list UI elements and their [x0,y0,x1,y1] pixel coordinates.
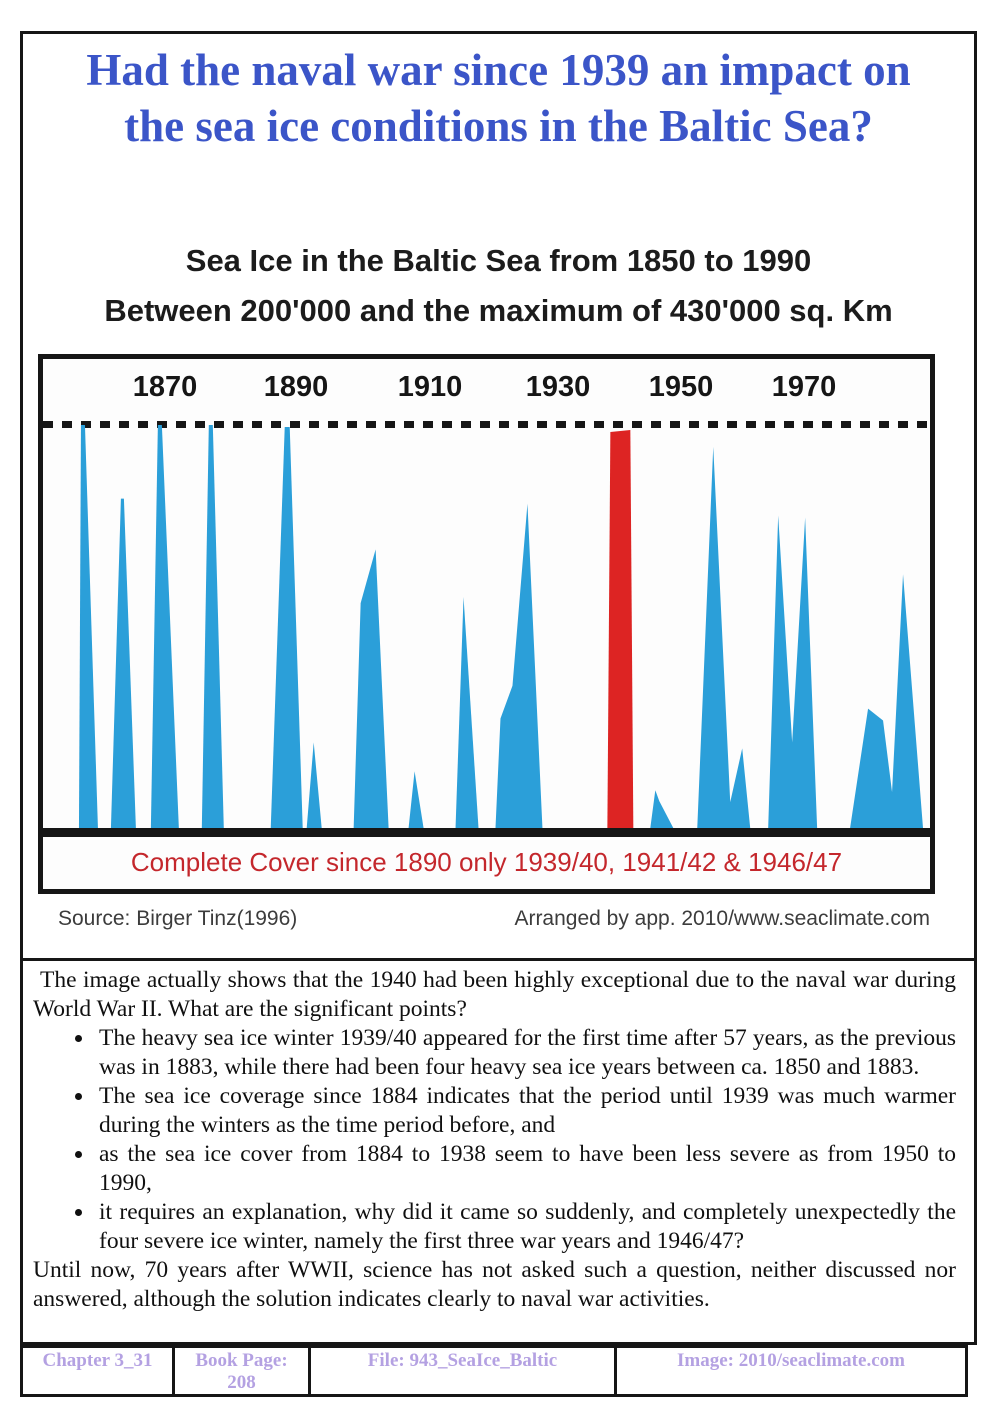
bullet-item-4: • it requires an explanation, why did it came so suddenly, and completely unexpectedly the four severe ice winter, namely the first three war years and 1946/47? [95,1198,956,1256]
x-axis-label-1930: 1930 [525,371,591,403]
ice-peak-1946_47 [650,790,673,828]
chart-source: Source: Birger Tinz(1996) [58,907,298,930]
bullet-item-3: • as the sea ice cover from 1884 to 1938 seem to have been less severe as from 1950 to 1990, [95,1140,956,1198]
footer-cell-2: Book Page: 208 [174,1347,310,1396]
intro-paragraph: The image actually shows that the 1940 had been highly exceptional due to the naval war during World War II. What are the significant points? [33,967,956,1022]
chart-arranged-by: Arranged by app. 2010/www.seaclimate.com [514,907,930,930]
ice-peak-1966-1970 [768,516,817,828]
page-title: Had the naval war since 1939 an impact on the sea ice conditions in the Baltic Sea? [20,31,977,213]
chart-caption: Complete Cover since 1890 only 1939/40, 1941/42 & 1946/47 [130,847,843,877]
footer-cell-1: Chapter 3_31 [22,1347,174,1396]
ice-peak-1909 [409,771,424,828]
x-axis-label-1950: 1950 [648,371,714,403]
x-axis-label-1910: 1910 [397,371,463,403]
ice-peaks-svg [43,425,930,828]
ice-peak-1856 [79,425,98,828]
ice-peak-1956-1960 [697,447,750,828]
commentary-section [20,961,977,1345]
chart-title [23,236,974,336]
ice-peak-1939_40-1941_42 [607,430,633,828]
chart-title-line2: Between 200'000 and the maximum of 430'000 sq. Km [104,293,893,328]
ice-peak-1927 [495,504,542,828]
ice-peak-1883 [271,427,303,828]
ice-peak-1916 [456,597,479,828]
ice-peak-1903 [354,549,389,828]
ice-peak-1862 [111,499,136,828]
footer-row [22,1347,967,1396]
footer-cell-3: File: 943_SeaIce_Baltic [310,1347,616,1396]
footer-table [20,1345,968,1397]
chart-frame [38,354,935,894]
x-axis-labels [43,371,930,405]
x-axis-label-1970: 1970 [771,371,837,403]
bullet-item-1: • The heavy sea ice winter 1939/40 appeared for the first time after 57 years, as the previous was in 1883, while there had been four heavy sea ice years between ca. 1850 and 1883. [95,1024,956,1082]
chart-title-line1: Sea Ice in the Baltic Sea from 1850 to 1990 [185,243,812,278]
ice-peak-1893 [307,742,322,828]
x-axis-label-1870: 1870 [132,371,198,403]
chart-section [20,210,977,961]
ice-peak-1876 [202,425,224,828]
bullet-list [33,1024,956,1256]
ice-peak-1868 [151,425,179,828]
baseline-axis [43,828,930,837]
outro-paragraph: Until now, 70 years after WWII, science has not asked such a question, neither discussed nor answered, although the solution indicates clearly to naval war activities. [33,1257,956,1312]
bullet-item-2: • The sea ice coverage since 1884 indicates that the period until 1939 was much warmer during the winters as the time period before, and [95,1082,956,1140]
footer-cell-4: Image: 2010/seaclimate.com [616,1347,967,1396]
x-axis-label-1890: 1890 [263,371,329,403]
ice-peak-1980-1986 [850,574,923,828]
